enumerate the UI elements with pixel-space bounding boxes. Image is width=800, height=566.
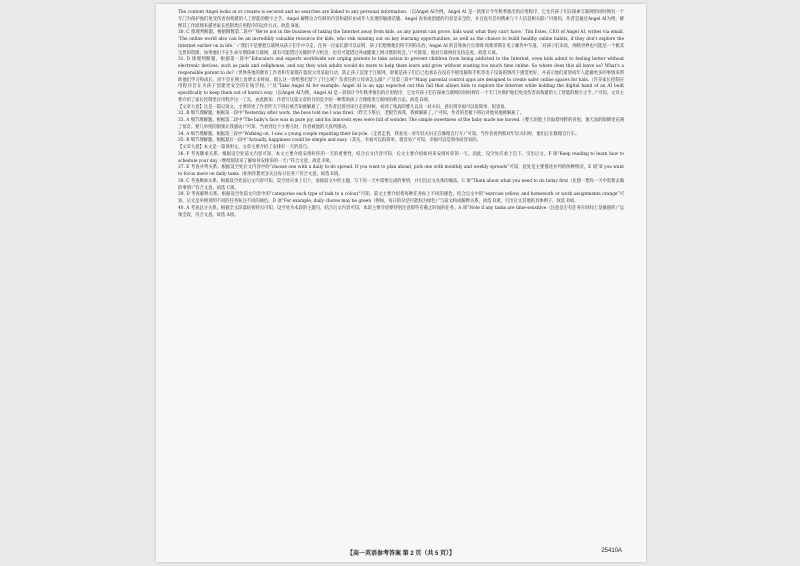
- answer-paragraph: 37. E 考查并列关系。根据设空处后文内容中的“choose one with a daily to-do spread. If you want to plan ahead, pick one with monthly and weekly spreads”可知，此处是主要描述并列的两种情况，E 项“If you want to focus more on daily tasks（如果你想更多关注每日任务）”符合文意。故选 E项。: [178, 165, 624, 177]
- answer-paragraph: 36. F 考查顺承关系。根据设空处前文内容可知，本文主要介绍安排好你的一天的重要性，结合后文内容可知，后文主要介绍如何来安排好你的一天。因此，设空处应承上启下，引出后文。F 项“Keep reading to learn how to schedule your day（继续阅读来了解如何安排你的一天）”符合文意。故选 F项。: [178, 151, 624, 164]
- answer-paragraph: 32. B 细节理解题。根据第一段中“Yesterday after work, the boss told me I was fired.（昨天下班后，老板告诉我，我被解雇了。）”可知，作者的老板下班后对他说他被解雇了。: [178, 111, 525, 117]
- answer-paragraph: 40. A 考查总分关系。根据全文段落结构特点可知，设空处为本段的主题句，结合后文内容可知，本段主要介绍要特别注意那些有截止时间的任务。A 项“Note if any tasks are time-sensitive（注意是否有任务在时间上是敏感的）”总领全段，符合文意。故选 A项。: [178, 205, 624, 218]
- answer-paragraph: 34. A 细节理解题。根据第三段中“Walking on, I saw a young couple repairing their bicycle.（走着走着，我看见一对年轻夫妇正在修理自行车）”可知，当作者看到那对年轻夫妇时，他们正在修理自行车。: [178, 131, 580, 137]
- answer-paragraph: 【文章大意】这是一篇记叙文。主要讲述了作者昨天下班后被告知被解雇了，当作者沿着河床行走的时候，看到了残真的婴儿以及一对夫妇，意识到幸福可以很简单、很容易。: [178, 104, 509, 110]
- answer-paragraph: 39. D 考查解释关系。根据设空处前文内容中的“categorise each type of task to a colour”可知，前文主要介绍将每种任务标上不同的颜色。结合后文中的“exercise yellow, and homework or work assignments orange”可知，后文是举例说明不同的任务标注不同的颜色。D 项“For example, daily chores may be green（例如，每日的杂活可能标为绿色）”与前文构成解释关系。故选 D项，引出后文其他的具体例子。故选 D项。: [178, 192, 624, 204]
- answer-sheet-page: [156, 4, 646, 562]
- answer-paragraph: 【文章大意】本文是一篇说明文。文章主要介绍了安排好一天的技巧。: [178, 145, 312, 150]
- answer-paragraph: The content Angel looks at or creates is secured and no searches are linked to any personal information.（以Angel AI为例。Angel AI 是一款预计今年秋季推出的应用程序，它允许孩子们在探索互联网的同时拥有一个专门为保护他们免受伤害而构建的人工智能的数字之手。Angel 解释这合年龄的内容和最好由成年人处理的敏感话题。Angel 查看或创建的内容是安全的，并且没有任何搜索与个人信息相关联）”可推知，作者是通过Angel AI为例，解释其工作原理来描述家长控制类应用程序的运作方式。故选 B项。: [178, 10, 624, 29]
- answer-paragraph: 31. D 推理判断题。根据第一段中“Educators and experts worldwide are urging parents to take action to prevent children from being addicted to the Internet, even kids admit to feeling better without electronic devices, such as pads and cellphones, and say they wish adults would do more to help them learn and grow without wasting too much time online. So where does this all leave us? What's a responsible parent to do?（世界各地的教育工作者和专家都在敦促父母采取行动，防止孩子沉迷于互联网，即使是孩子们自己也承认在没有平板电脑和手机等电子设备的情况下感觉更好，并表示他们希望成年人能做更多的事情来帮助他们学习和成长，而不会在网上浪费太多时间。那么这一切给我们留下了什么呢？负责任的父母该怎么做？）”及第三段中“Many parental control apps are designed to create safer online spaces for kids.（许多家长控制应用程序旨在为孩子创建更安全的在线空间。）”及“Take Angel AI for example. Angel AI is an app expected out this fall that allows kids to explore the Internet while holding the digital hand of an AI built specifically to keep them out of harm's way.（以Angel AI为例。Angel AI 是一款预计今年秋季推出的应用程序，它允许孩子们在探索互联网的同时拥有一个专门为保护他们免受伤害而构建的人工智能的数字之手。）”可知，文章主要介绍了家长控制类应用程序这一工具，由此推知，作者写这篇文章的目的是介绍一种帮助孩子合理使用互联网的新方法。故选 D项。: [178, 57, 624, 103]
- footer-title: 【高一英语参考答案 第 2 页（共 5 页）】: [346, 551, 455, 557]
- answer-content: [178, 10, 624, 219]
- footer-code: 25410A: [601, 548, 622, 554]
- answer-paragraph: 35. B 细节理解题。根据最后一段中“Actually, happiness could be simple and easy.（其实，幸福可以很简单，很容易）”可知，幸福可以是简单而容易的。: [178, 138, 481, 144]
- answer-paragraph: 33. A 细节理解题。根据第二段中“The baby's face was in pure joy, and his innocent eyes were full of wonder. The simple sweetness of the baby made me moved.（婴儿的脸上洋溢着纯粹的喜悦，他天真的眼睛里充满了惊奇。婴儿单纯的甜蜜让我感动）”可知，当看到这个小婴儿时，作者被他的天真所感动。: [178, 118, 624, 130]
- page-footer: [156, 546, 646, 558]
- answer-paragraph: 38. C 考查顺承关系。根据设空处前后文内容可知，设空处应承上启下，承接前文中的主题，写下你一天中需要完成的事情，并引出后文具体的做法。C 项“Think about what you need to do today first（先想一想你一天中需要去做的事情）”符合文意。故选 C项。: [178, 178, 624, 191]
- answer-paragraph: 30. C 推理判断题。根据倒数第二段中“‘We're not in the business of taking the Internet away from kids, as any parent can prove, kids want what they can't have.’ Tim Estes, CEO of Angel AI, writes via email. ‘The online world also can be an incredibly valuable resource for kids, who risk missing out on key learning opportunities, as well as the chance to build healthy online habits, if they don't explore the Internet earlier on in life.’（‘我们不是要把互联网从孩子们手中夺走，任何一位家长都可以证明，孩子们想要他们得不到的东西。’Angel AI 的首席执行官蒂姆·埃斯蒂斯在电子邮件中写道。‘对孩子们来说，网络世界也可能是一个极其宝贵的资源，如果他们不在生命早期探索互联网，就有可能错过关键的学习机会，也有可能错过养成健康上网习惯的机会。’）”可推知，他对互联网持支持态度。故选 C项。: [178, 30, 624, 56]
